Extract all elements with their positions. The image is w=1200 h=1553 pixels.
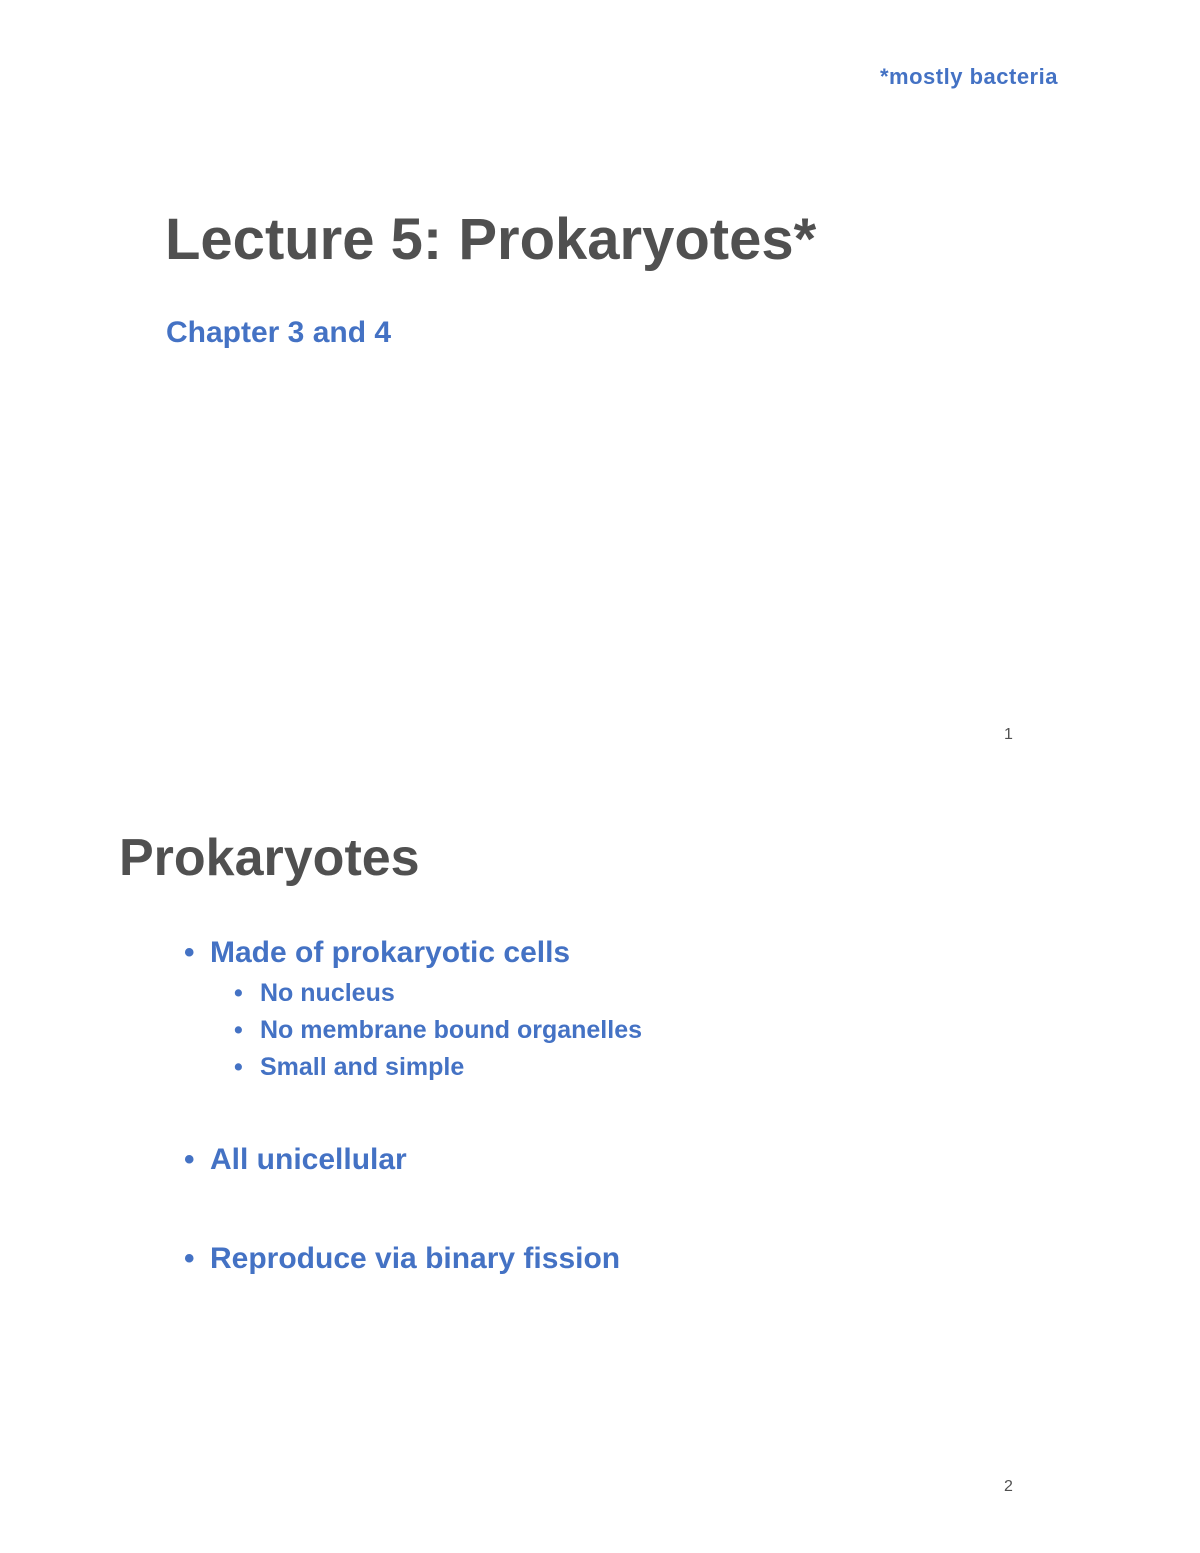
bullet-text: Small and simple bbox=[260, 1053, 465, 1081]
bullet-item bbox=[184, 1240, 620, 1278]
slide-title: Lecture 5: Prokaryotes* bbox=[165, 207, 817, 272]
sub-bullet-item bbox=[234, 1051, 464, 1083]
bullet-icon: • bbox=[184, 1143, 195, 1176]
footnote: *mostly bacteria bbox=[880, 64, 1058, 89]
bullet-icon: • bbox=[234, 1053, 243, 1081]
sub-bullet-item bbox=[234, 1014, 642, 1046]
bullet-text: No nucleus bbox=[260, 979, 395, 1007]
bullet-icon: • bbox=[184, 1242, 195, 1275]
bullet-text: All unicellular bbox=[210, 1143, 407, 1176]
bullet-icon: • bbox=[234, 1016, 243, 1044]
page-number: 1 bbox=[1004, 726, 1013, 743]
bullet-item bbox=[184, 934, 570, 972]
bullet-icon: • bbox=[184, 936, 195, 969]
bullet-text: No membrane bound organelles bbox=[260, 1016, 643, 1044]
bullet-text: Made of prokaryotic cells bbox=[210, 936, 571, 969]
slide-subtitle: Chapter 3 and 4 bbox=[166, 316, 392, 349]
sub-bullet-item bbox=[234, 977, 395, 1009]
slide-title: Prokaryotes bbox=[119, 829, 420, 887]
bullet-item bbox=[184, 1141, 407, 1179]
bullet-text: Reproduce via binary fission bbox=[210, 1242, 621, 1275]
page-number: 2 bbox=[1004, 1478, 1013, 1495]
bullet-icon: • bbox=[234, 979, 243, 1007]
